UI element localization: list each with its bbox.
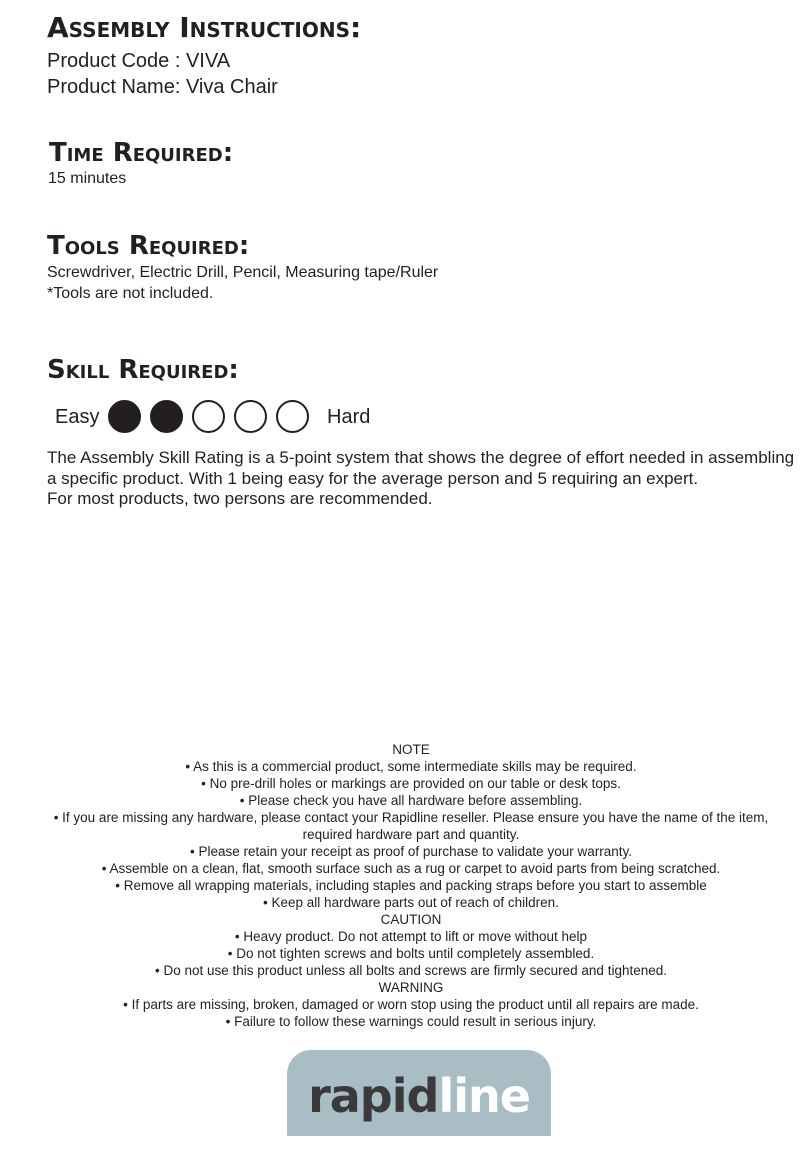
- rating-dot-empty: [276, 400, 309, 433]
- rating-dot-empty: [192, 400, 225, 433]
- skill-description-line: The Assembly Skill Rating is a 5-point system that shows the degree of effort needed in assembling: [47, 448, 795, 467]
- note-line: • Remove all wrapping materials, including staples and packing straps before you start to assemble: [115, 878, 707, 893]
- note-line: • Do not tighten screws and bolts until completely assembled.: [227, 946, 595, 961]
- skill-description-line: a specific product. With 1 being easy for the average person and 5 requiring an expert.: [47, 469, 699, 488]
- product-name: Product Name: Viva Chair: [47, 76, 278, 98]
- note-line: • Failure to follow these warnings could result in serious injury.: [225, 1014, 597, 1029]
- skill-rating: [55, 399, 395, 437]
- note-line: • Keep all hardware parts out of reach of children.: [263, 895, 559, 910]
- note-line: • No pre-drill holes or markings are provided on our table or desk tops.: [201, 776, 621, 791]
- note-line: • As this is a commercial product, some intermediate skills may be required.: [185, 759, 637, 774]
- note-line: • If parts are missing, broken, damaged or worn stop using the product until all repairs are made.: [123, 997, 699, 1012]
- note-line: WARNING: [378, 980, 444, 995]
- skill-description-line: For most products, two persons are recommended.: [47, 489, 433, 508]
- rating-dot-filled: [108, 400, 141, 433]
- page-title: Assembly Instructions:: [47, 11, 362, 44]
- hard-label: Hard: [327, 406, 371, 428]
- note-line: • Please check you have all hardware before assembling.: [239, 793, 583, 808]
- skill-required-heading: Skill Required:: [47, 355, 239, 385]
- note-line: required hardware part and quantity.: [302, 827, 520, 842]
- tools-list: Screwdriver, Electric Drill, Pencil, Measuring tape/Ruler: [47, 264, 439, 281]
- logo-text-line: line: [438, 1069, 530, 1123]
- svg-text:rapidline: [308, 1069, 530, 1123]
- rating-dot-filled: [150, 400, 183, 433]
- note-line: • Do not use this product unless all bolts and screws are firmly secured and tightened.: [155, 963, 667, 978]
- rating-dot-empty: [234, 400, 267, 433]
- note-line: CAUTION: [380, 912, 442, 927]
- note-line: • Please retain your receipt as proof of purchase to validate your warranty.: [190, 844, 632, 859]
- note-line: • Heavy product. Do not attempt to lift or move without help: [234, 929, 588, 944]
- notes-section: [0, 741, 808, 1030]
- tools-required-heading: Tools Required:: [47, 231, 250, 261]
- time-required-heading: Time Required:: [49, 138, 234, 168]
- easy-label: Easy: [55, 406, 100, 428]
- tools-note: *Tools are not included.: [47, 285, 214, 302]
- note-line: • If you are missing any hardware, please contact your Rapidline reseller. Please ensure you have the name of the item,: [53, 810, 769, 825]
- product-code: Product Code : VIVA: [47, 50, 231, 72]
- rapidline-logo: [287, 1050, 551, 1136]
- note-line: • Assemble on a clean, flat, smooth surface such as a rug or carpet to avoid parts from being scratched.: [101, 861, 721, 876]
- logo-text-rapid: rapid: [308, 1069, 439, 1123]
- time-required-value: 15 minutes: [48, 170, 127, 187]
- note-line: NOTE: [392, 742, 430, 757]
- rapidline-logo-wordmark: [287, 1050, 551, 1136]
